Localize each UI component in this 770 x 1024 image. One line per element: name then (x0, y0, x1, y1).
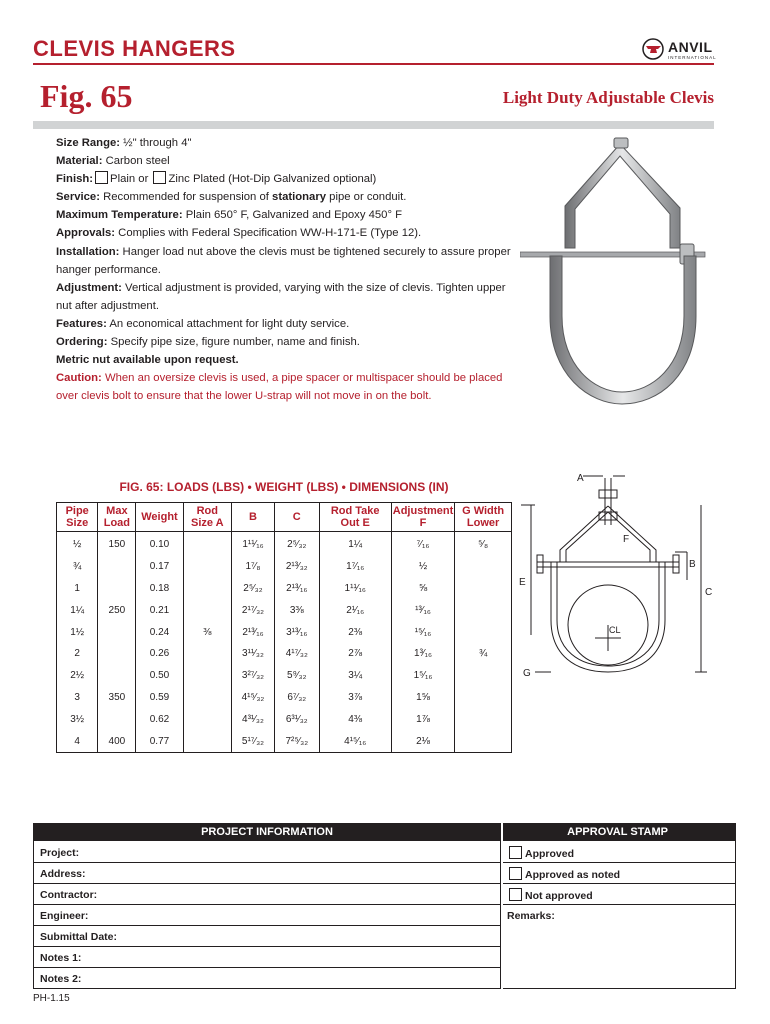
table-cell: 2⁵⁄₃₂ (232, 578, 275, 600)
approved-checkbox[interactable] (509, 846, 522, 859)
spec-max-temp: Maximum Temperature: Plain 650° F, Galvanized and Epoxy 450° F (56, 209, 403, 222)
table-cell: 0.24 (136, 621, 183, 643)
loads-dimensions-table (56, 502, 512, 753)
table-row (57, 708, 512, 730)
field-contractor[interactable]: Contractor: (40, 889, 98, 901)
table-cell: 2⅞ (319, 643, 391, 665)
spec-approvals: Approvals: Complies with Federal Specification WW-H-171-E (Type 12). (56, 227, 422, 240)
table-cell: 1¼ (319, 532, 391, 556)
table-row (57, 665, 512, 687)
table-cell: ⁵⁄₈ (455, 532, 512, 556)
table-cell: 0.21 (136, 599, 183, 621)
table-cell: 2 (57, 643, 98, 665)
section-title: CLEVIS HANGERS (33, 36, 236, 61)
col-pipe-size: Pipe Size (57, 503, 98, 532)
table-cell (183, 578, 231, 600)
table-row (57, 599, 512, 621)
field-project[interactable]: Project: (40, 847, 80, 859)
remarks-label: Remarks: (507, 910, 555, 922)
table-cell (183, 687, 231, 709)
table-cell: 4¹⁷⁄₃₂ (274, 643, 319, 665)
dimension-diagram (515, 470, 735, 710)
table-cell: 7²⁵⁄₃₂ (274, 730, 319, 752)
table-cell: 0.18 (136, 578, 183, 600)
table-cell: 0.50 (136, 665, 183, 687)
table-cell (183, 665, 231, 687)
field-submittal-date[interactable]: Submittal Date: (40, 931, 118, 943)
table-cell: 3⅜ (274, 599, 319, 621)
field-notes-1[interactable]: Notes 1: (40, 952, 82, 964)
figure-title: Fig. 65 (40, 78, 133, 114)
table-cell (455, 556, 512, 578)
table-cell: 2½ (57, 665, 98, 687)
table-cell: 1¹¹⁄₁₆ (319, 578, 391, 600)
table-cell: 6⁷⁄₃₂ (274, 687, 319, 709)
table-row (57, 578, 512, 600)
col-g-width: G Width Lower (455, 503, 512, 532)
spec-caution: Caution: When an oversize clevis is used, a pipe spacer or multispacer should be placed over clevis bolt to ensure that the lower U-strap will not move in on the bolt. (56, 372, 503, 403)
table-row (57, 556, 512, 578)
table-row (57, 687, 512, 709)
table-cell: ½ (57, 532, 98, 556)
table-cell: 0.62 (136, 708, 183, 730)
field-address[interactable]: Address: (40, 868, 86, 880)
table-cell (98, 708, 136, 730)
table-row (57, 532, 512, 556)
project-information-form (33, 841, 501, 989)
table-cell (183, 556, 231, 578)
col-adjustment: Adjustment F (391, 503, 455, 532)
table-cell (98, 665, 136, 687)
table-cell (183, 708, 231, 730)
approval-stamp-header: APPROVAL STAMP (503, 823, 736, 841)
table-cell: 2¹⁷⁄₃₂ (232, 599, 275, 621)
col-c: C (274, 503, 319, 532)
col-rod-size: Rod Size A (183, 503, 231, 532)
table-cell: 3¹³⁄₁₆ (274, 621, 319, 643)
table-cell: 1³⁄₁₆ (391, 643, 455, 665)
diagram-label-b: B (689, 559, 696, 570)
spec-metric: Metric nut available upon request. (56, 354, 239, 367)
table-cell (98, 643, 136, 665)
table-cell (455, 621, 512, 643)
table-row (57, 730, 512, 752)
table-cell: 2⅛ (391, 730, 455, 752)
spec-installation: Installation: Hanger load nut above the clevis must be tightened securely to assure proper hanger performance. (56, 245, 511, 276)
table-cell: 350 (98, 687, 136, 709)
table-cell: 1⅞ (391, 708, 455, 730)
table-cell (455, 578, 512, 600)
spec-finish: Finish: Plain or Zinc Plated (Hot-Dip Galvanized optional) (56, 173, 377, 186)
table-cell: 2¹³⁄₁₆ (232, 621, 275, 643)
finish-zinc-checkbox[interactable] (153, 171, 166, 184)
table-cell: 4³¹⁄₃₂ (232, 708, 275, 730)
table-cell: 1⁵⁄₁₆ (391, 665, 455, 687)
table-cell: 3 (57, 687, 98, 709)
table-cell (183, 599, 231, 621)
table-cell (183, 532, 231, 556)
table-cell: 1¹¹⁄₁₆ (232, 532, 275, 556)
table-cell (183, 730, 231, 752)
table-row (57, 643, 512, 665)
table-cell: 0.77 (136, 730, 183, 752)
spec-material: Material: Carbon steel (56, 155, 170, 168)
approval-not-approved[interactable]: Not approved (507, 888, 593, 902)
table-cell (455, 665, 512, 687)
table-cell: 2⅜ (319, 621, 391, 643)
page-code: PH-1.15 (33, 993, 70, 1004)
table-cell: 0.17 (136, 556, 183, 578)
field-engineer[interactable]: Engineer: (40, 910, 89, 922)
field-notes-2[interactable]: Notes 2: (40, 973, 82, 985)
diagram-label-f: F (623, 534, 630, 545)
table-cell: 0.26 (136, 643, 183, 665)
table-cell: 150 (98, 532, 136, 556)
table-cell: 5⁹⁄₃₂ (274, 665, 319, 687)
col-rod-take-out: Rod Take Out E (319, 503, 391, 532)
spec-service: Service: Recommended for suspension of stationary pipe or conduit. (56, 191, 407, 204)
table-title: FIG. 65: LOADS (LBS) • WEIGHT (LBS) • DIMENSIONS (IN) (119, 480, 449, 494)
approved-as-noted-checkbox[interactable] (509, 867, 522, 880)
approval-stamp-box (503, 841, 736, 989)
finish-plain-checkbox[interactable] (95, 171, 108, 184)
table-cell: 2¹³⁄₃₂ (274, 556, 319, 578)
anvil-logo-icon (642, 38, 666, 60)
table-cell: 1 (57, 578, 98, 600)
table-cell: 250 (98, 599, 136, 621)
table-cell: 2¹⁄₁₆ (319, 599, 391, 621)
table-cell: 6³¹⁄₃₂ (274, 708, 319, 730)
table-cell: ¹⁵⁄₁₆ (391, 621, 455, 643)
table-cell: 0.59 (136, 687, 183, 709)
table-cell: ¾ (455, 643, 512, 665)
spec-adjustment: Adjustment: Vertical adjustment is provided, varying with the size of clevis. Tighten upper nut after adjustment. (56, 281, 506, 312)
table-cell: 4¹⁵⁄₁₆ (319, 730, 391, 752)
table-cell: 1¼ (57, 599, 98, 621)
spec-features: Features: An economical attachment for light duty service. (56, 317, 350, 330)
table-cell: 3²⁷⁄₃₂ (232, 665, 275, 687)
table-cell: 3⅞ (319, 687, 391, 709)
table-cell: 1⁷⁄₁₆ (319, 556, 391, 578)
table-cell: ¾ (57, 556, 98, 578)
table-cell: ¹³⁄₁₆ (391, 599, 455, 621)
anvil-logo (642, 36, 718, 66)
header-rule (33, 63, 714, 65)
logo-text: ANVIL (668, 39, 713, 55)
table-cell (98, 578, 136, 600)
approval-approved-as-noted[interactable]: Approved as noted (507, 867, 620, 881)
clevis-hanger-photo (520, 136, 720, 416)
diagram-label-centerline: CL (609, 625, 621, 635)
table-cell (455, 708, 512, 730)
table-cell (98, 556, 136, 578)
table-cell: 2¹³⁄₁₆ (274, 578, 319, 600)
table-cell: 1⅝ (391, 687, 455, 709)
table-cell (183, 643, 231, 665)
col-max-load: Max Load (98, 503, 136, 532)
table-header-row (57, 503, 512, 532)
specifications (56, 134, 516, 405)
col-b: B (232, 503, 275, 532)
table-cell: ⅝ (391, 578, 455, 600)
table-cell: 0.10 (136, 532, 183, 556)
table-cell: 1⁷⁄₈ (232, 556, 275, 578)
table-cell: 5¹⁷⁄₃₂ (232, 730, 275, 752)
logo-subtext: INTERNATIONAL (668, 55, 717, 60)
diagram-label-e: E (519, 577, 526, 588)
table-cell (98, 621, 136, 643)
diagram-label-a: A (577, 473, 584, 484)
table-cell: 4¹⁵⁄₃₂ (232, 687, 275, 709)
divider-bar (33, 121, 714, 129)
spec-ordering: Ordering: Specify pipe size, figure number, name and finish. (56, 336, 360, 349)
approval-approved[interactable]: Approved (507, 846, 574, 860)
table-cell: 400 (98, 730, 136, 752)
project-information-header: PROJECT INFORMATION (33, 823, 501, 841)
table-cell: 2⁵⁄₃₂ (274, 532, 319, 556)
table-cell: 4 (57, 730, 98, 752)
table-cell: 3¹¹⁄₃₂ (232, 643, 275, 665)
table-cell: 4⅜ (319, 708, 391, 730)
table-cell: 1½ (57, 621, 98, 643)
spec-size-range: Size Range: ½" through 4" (56, 137, 192, 149)
diagram-label-c: C (705, 587, 713, 598)
table-cell (455, 730, 512, 752)
table-row (57, 621, 512, 643)
figure-subtitle: Light Duty Adjustable Clevis (502, 88, 714, 107)
col-weight: Weight (136, 503, 183, 532)
table-cell: ⅜ (183, 621, 231, 643)
table-cell: 3¼ (319, 665, 391, 687)
table-cell (455, 687, 512, 709)
table-cell: 3½ (57, 708, 98, 730)
not-approved-checkbox[interactable] (509, 888, 522, 901)
diagram-label-g: G (523, 668, 531, 679)
table-cell (455, 599, 512, 621)
table-cell: ½ (391, 556, 455, 578)
table-cell: ⁷⁄₁₆ (391, 532, 455, 556)
